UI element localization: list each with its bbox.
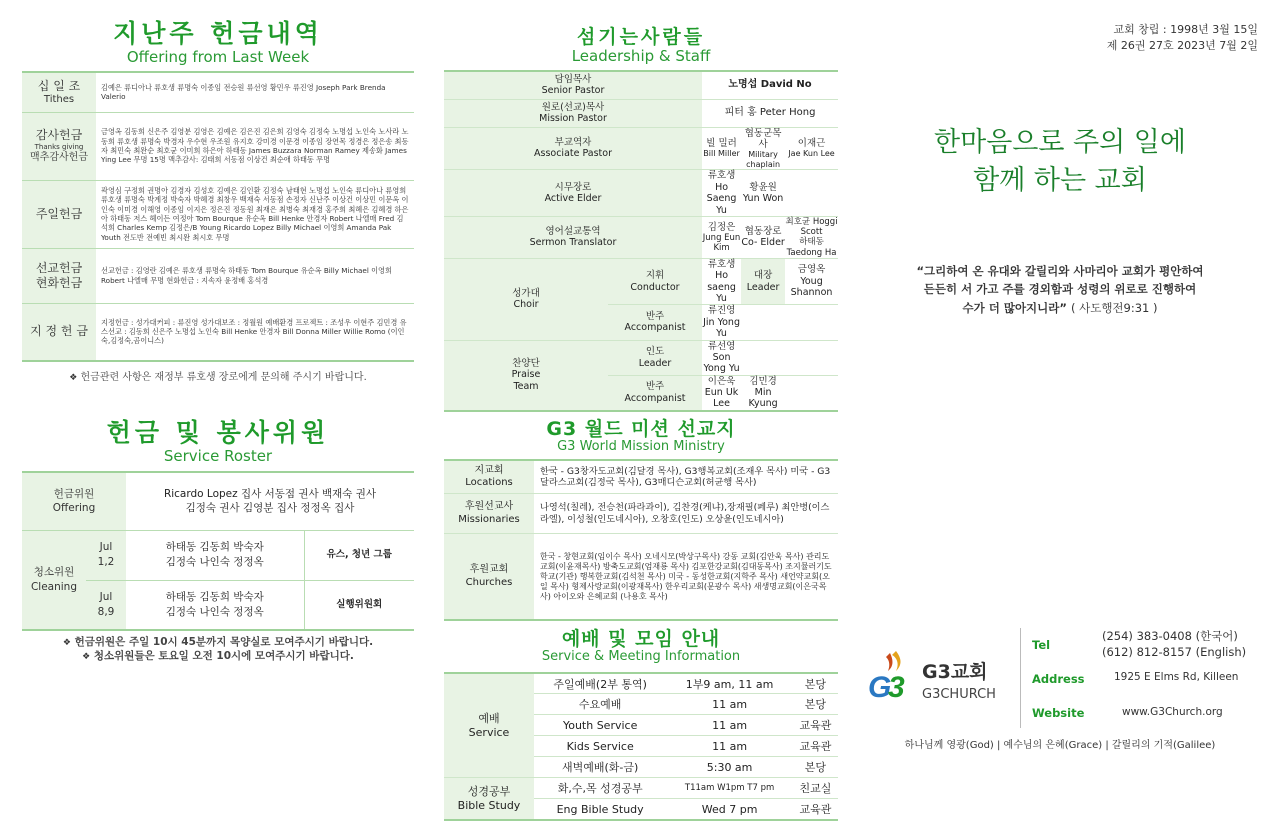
diamond-icon: ❖	[69, 373, 78, 383]
church-info-column	[862, 0, 1258, 777]
associate-pastor-name: 빌 밀러 Bill Miller	[702, 127, 741, 170]
roster-notes: ❖ 헌금위원은 주일 10시 45분까지 목양실로 모여주시기 바랍니다. ❖ 청소위원들은 토요일 오전 10시에 모여주시기 바랍니다.	[62, 636, 374, 662]
service-place: 본당	[793, 673, 838, 694]
offering-column	[22, 0, 414, 663]
churches-label: 후원교회 Churches	[444, 534, 534, 620]
sunday-offering-names: 곽영심 구정희 권명아 김경자 김성호 김예은 김인환 김정숙 남태현 노명섭 노인숙 류디아나 류영희 류호생 류명숙 박계정 박숙자 박혜경 최창우 백재숙 서동점 손정자 신난주 이상건 이상민 이문옥 이인숙 이미경 이해영 이종임 이지은 정은진 정동원 최재은 최병숙 최재경 홍주희 최혜은 김혜경 하은아 하태동 저스 헤이든 여정아 Tom Bourque 유순옥 Bill Henke 안경자 Robert 나엘매 Fred 김석희 Charles Kemp 김정은/B Young Ricardo Lopez Billy Michael 이영희 Amanda Pak Youth 전도반 전예빈 최시완 최시호 무명	[96, 180, 414, 248]
offering-note: ❖ 헌금관련 사항은 재정부 류호생 장로에게 문의해 주시기 바랍니다.	[69, 372, 367, 383]
church-logo	[866, 645, 1016, 707]
divider	[1020, 628, 1021, 728]
designated-offering-label: 지 정 헌 금	[22, 303, 96, 361]
cleaning-date: Jul 1,2	[86, 530, 126, 580]
offering-committee-label: 헌금위원 Offering	[22, 472, 126, 530]
accompanist-label: 반주 Accompanist	[608, 305, 702, 340]
designated-offering-names: 지정헌금 : 성가대커피 : 류진영 성가대보조 : 정월원 예배환경 프로젝트 : 조성우 이현주 김민경 유스선교 : 김동희 신은주 노명섭 노인숙 Bill Henke 안경자 Bill Donna Miller Willie Romo (이인숙,김정숙,곰이니스)	[101, 317, 407, 346]
tithes-label: 십 일 조 Tithes	[22, 72, 96, 112]
diamond-icon: ❖	[82, 651, 91, 662]
services-subtitle: Service & Meeting Information	[541, 648, 741, 664]
service-place: 교육관	[793, 736, 838, 757]
mission-offering-label: 선교헌금 현화헌금	[22, 248, 96, 303]
senior-pastor-name: 노명섭 David No	[702, 71, 838, 99]
table-row	[22, 180, 414, 248]
mission-offering-names: 선교헌금 : 김영란 김예은 류호생 류명숙 하태동 Tom Bourque 유순옥 Billy Michael 이영희 Robert 나엘매 무명 현화헌금 : 지속자 윤정배 홍석경	[96, 248, 414, 303]
diamond-icon: ❖	[62, 638, 71, 648]
church-motto: 한마음으로 주의 일에 함께 하는 교회	[934, 127, 1186, 196]
service-name: 새벽예배(화-금)	[534, 757, 666, 778]
service-name: 화,수,목 성경공부	[534, 778, 666, 799]
service-place: 본당	[793, 757, 838, 778]
table-row	[444, 673, 838, 694]
service-name: Youth Service	[534, 715, 666, 736]
mission-pastor-name: 피터 홍 Peter Hong	[702, 99, 838, 127]
website-label: Website	[1032, 706, 1085, 720]
table-row	[444, 460, 838, 494]
roster-table	[22, 471, 414, 631]
accompanist-name: 류진영 Jin Yong Yu	[703, 305, 740, 340]
leadership-column	[444, 0, 838, 821]
cleaning-committee-label: 청소위원 Cleaning	[22, 530, 86, 630]
table-row	[444, 494, 838, 534]
elder-name: 황윤원 Yun Won	[741, 170, 785, 217]
table-row	[444, 217, 838, 259]
services-title: 예배 및 모임 안내	[561, 627, 721, 650]
mission-subtitle: G3 World Mission Ministry	[557, 438, 725, 454]
table-row	[444, 340, 838, 375]
cleaning-group: 실행위원회	[304, 580, 414, 630]
address-label: Address	[1032, 672, 1085, 686]
praise-accompanist-name: 이은욱 Eun Uk Lee	[702, 375, 741, 411]
service-time: 11 am	[666, 715, 793, 736]
leader-name: 금영옥 Youg Shannon	[785, 258, 838, 305]
tel-numbers: (254) 383-0408 (한국어) (612) 812-8157 (English)	[1102, 629, 1247, 660]
table-row	[22, 472, 414, 530]
praise-accompanist-name: 김민경 Min Kyung	[741, 375, 785, 411]
service-time: Wed 7 pm	[666, 799, 793, 820]
elder-name: 류호생 Ho Saeng Yu	[702, 170, 741, 217]
service-time: T11am W1pm T7 pm	[666, 778, 793, 799]
churches-content: 한국 - 창현교회(임이수 목사) 오네시모(박상구목사) 강동 교회(김안욱 목사) 관리도교회(이윤재목사) 방축도교회(엄재룡 목사) 김포한강교회(김대동목사) 조지뮬러기도학교(기관) 행복한교회(김석천 목사) 미국 - 동성한교회(지학주 목사) 새언약교회(오일 목사) 형제사랑교회(이광재목사) 한우리교회(문광수 목사) 새생명교회(이은국목사) 아이오와 은혜교회 (나용호 목사)	[534, 534, 838, 620]
table-row	[444, 99, 838, 127]
mission-table	[444, 459, 838, 621]
offering-title: 지난주 헌금내역	[113, 19, 323, 48]
church-tagline: 하나님께 영광(God) | 예수님의 은혜(Grace) | 갈릴리의 기적(Galilee)	[904, 740, 1216, 751]
g3-logo-icon	[866, 645, 918, 707]
service-time: 1부9 am, 11 am	[666, 673, 793, 694]
translator-name: 김정은 Jung Eun Kim	[702, 217, 741, 259]
leadership-title: 섬기는사람들	[576, 26, 706, 48]
missionaries-content: 나영석(칠레), 전승천(파라과이), 김찬경(케냐),장재필(페루) 최안병(이스라엘), 이성철(인도네시아), 오창호(인도) 오상윤(인도네시아)	[534, 494, 838, 534]
service-place: 교육관	[793, 715, 838, 736]
associate-pastor-name: 협동군목사 Military chaplain	[741, 127, 785, 170]
table-row	[22, 303, 414, 361]
logo-name-en: G3CHURCH	[922, 687, 996, 702]
founded-date: 교회 창립 : 1998년 3월 15일	[1113, 23, 1258, 36]
service-name: 주일예배(2부 통역)	[534, 673, 666, 694]
table-row	[22, 112, 414, 180]
sunday-offering-label: 주일헌금	[22, 180, 96, 248]
worship-label: 예배 Service	[444, 673, 534, 778]
tithes-names: 김예은 류디아나 류호생 류명숙 이종임 전승원 류선영 황민우 류진영 Joseph Park Brenda Valerio	[96, 72, 414, 112]
service-name: Eng Bible Study	[534, 799, 666, 820]
table-row	[444, 170, 838, 217]
associate-pastor-name: 이재근 Jae Kun Lee	[785, 127, 838, 170]
service-time: 11 am	[666, 736, 793, 757]
offering-table	[22, 71, 414, 362]
table-row	[444, 71, 838, 99]
cleaning-group: 유스, 청년 그룹	[304, 530, 414, 580]
table-row	[22, 530, 414, 580]
roster-title: 헌금 및 봉사위원	[106, 418, 330, 447]
service-name: Kids Service	[534, 736, 666, 757]
logo-name-ko: G3교회	[922, 661, 988, 683]
conductor-name: 류호생 Ho saeng Yu	[702, 258, 741, 305]
senior-pastor-label: 담임목사 Senior Pastor	[444, 71, 702, 99]
praise-leader-name: 류선영 Son Yong Yu	[703, 340, 740, 375]
leader-label: 대장 Leader	[741, 258, 785, 305]
translator-name: 협동장로 Co- Elder	[741, 217, 785, 259]
services-table	[444, 672, 838, 821]
bible-study-label: 성경공부 Bible Study	[444, 778, 534, 820]
table-row	[444, 534, 838, 620]
praise-accompanist-label: 반주 Accompanist	[608, 375, 702, 411]
service-time: 5:30 am	[666, 757, 793, 778]
missionaries-label: 후원선교사 Missionaries	[444, 494, 534, 534]
praise-leader-label: 인도 Leader	[608, 340, 702, 375]
service-place: 교육관	[793, 799, 838, 820]
table-row	[22, 72, 414, 112]
roster-subtitle: Service Roster	[163, 447, 273, 465]
table-row	[444, 778, 838, 799]
address-value: 1925 E Elms Rd, Killeen	[1114, 671, 1239, 683]
leadership-table	[444, 70, 838, 412]
leadership-subtitle: Leadership & Staff	[571, 47, 711, 65]
church-dates	[1107, 22, 1258, 54]
table-row	[444, 258, 838, 305]
website-link[interactable]: www.G3Church.org	[1122, 706, 1223, 718]
service-name: 수요예배	[534, 694, 666, 715]
table-row	[444, 127, 838, 170]
locations-label: 지교회 Locations	[444, 460, 534, 494]
svg-text:G: G	[868, 671, 892, 704]
offering-committee-names: Ricardo Lopez 집사 서동점 권사 백재숙 권사 김정숙 권사 김영분 집사 정정옥 집사	[163, 487, 377, 515]
service-place: 친교실	[793, 778, 838, 799]
svg-text:3: 3	[888, 671, 905, 704]
tel-label: Tel	[1032, 638, 1051, 652]
mission-pastor-label: 원로(선교)목사 Mission Pastor	[444, 99, 702, 127]
thanksgiving-names: 금영옥 김동희 신은주 김영분 김영은 김예은 김은진 김은희 김영숙 김정숙 노명섭 노인숙 노사라 노동희 류호생 류명숙 박경자 우수현 우조원 유지호 강미경 이문경 이종임 장연목 정경은 정은송 최동자 최민숙 최완순 최호균 이미희 하은아 하태동 James Buzzara Norman Ramey 제송화 James Ying Lee 무명 15명 맥추감사: 김태희 서동점 이상건 최순애 하태동 무명	[96, 112, 414, 180]
cleaning-date: Jul 8,9	[86, 580, 126, 630]
table-row	[22, 248, 414, 303]
mission-title: G3 월드 미션 선교지	[546, 417, 736, 440]
service-place: 본당	[793, 694, 838, 715]
issue-info: 제 26권 27호 2023년 7월 2일	[1106, 38, 1258, 52]
active-elder-label: 시무장로 Active Elder	[444, 170, 702, 217]
cleaning-names: 하태동 김동희 박숙자 김정숙 나인숙 정정옥	[165, 591, 264, 618]
service-time: 11 am	[666, 694, 793, 715]
associate-pastor-label: 부교역자 Associate Pastor	[444, 127, 702, 170]
locations-content: 한국 - G3창자도교회(김달경 목사), G3행복교회(조재우 목사) 미국 - G3달라스교회(김정국 목사), G3매디슨교회(허균행 목사)	[534, 460, 838, 494]
offering-subtitle: Offering from Last Week	[126, 48, 310, 66]
bible-verse: “그리하여 온 유대와 갈릴리와 사마리아 교회가 평안하여 든든히 서 가고 주를 경외함과 성령의 위로로 진행하여 수가 더 많아지니라” ( 사도행전9:31 )	[916, 264, 1204, 315]
sermon-translator-label: 영어설교통역 Sermon Translator	[444, 217, 702, 259]
cleaning-names: 하태동 김동희 박숙자 김정숙 나인숙 정정옥	[165, 541, 264, 568]
conductor-label: 지휘 Conductor	[608, 258, 702, 305]
choir-label: 성가대 Choir	[444, 258, 608, 340]
thanksgiving-label: 감사헌금 Thanks giving 맥추감사헌금	[22, 112, 96, 180]
translator-name: 최호균 Hoggi Scott 하태동 Taedong Ha	[785, 217, 838, 258]
praise-team-label: 찬양단 Praise Team	[444, 340, 608, 411]
